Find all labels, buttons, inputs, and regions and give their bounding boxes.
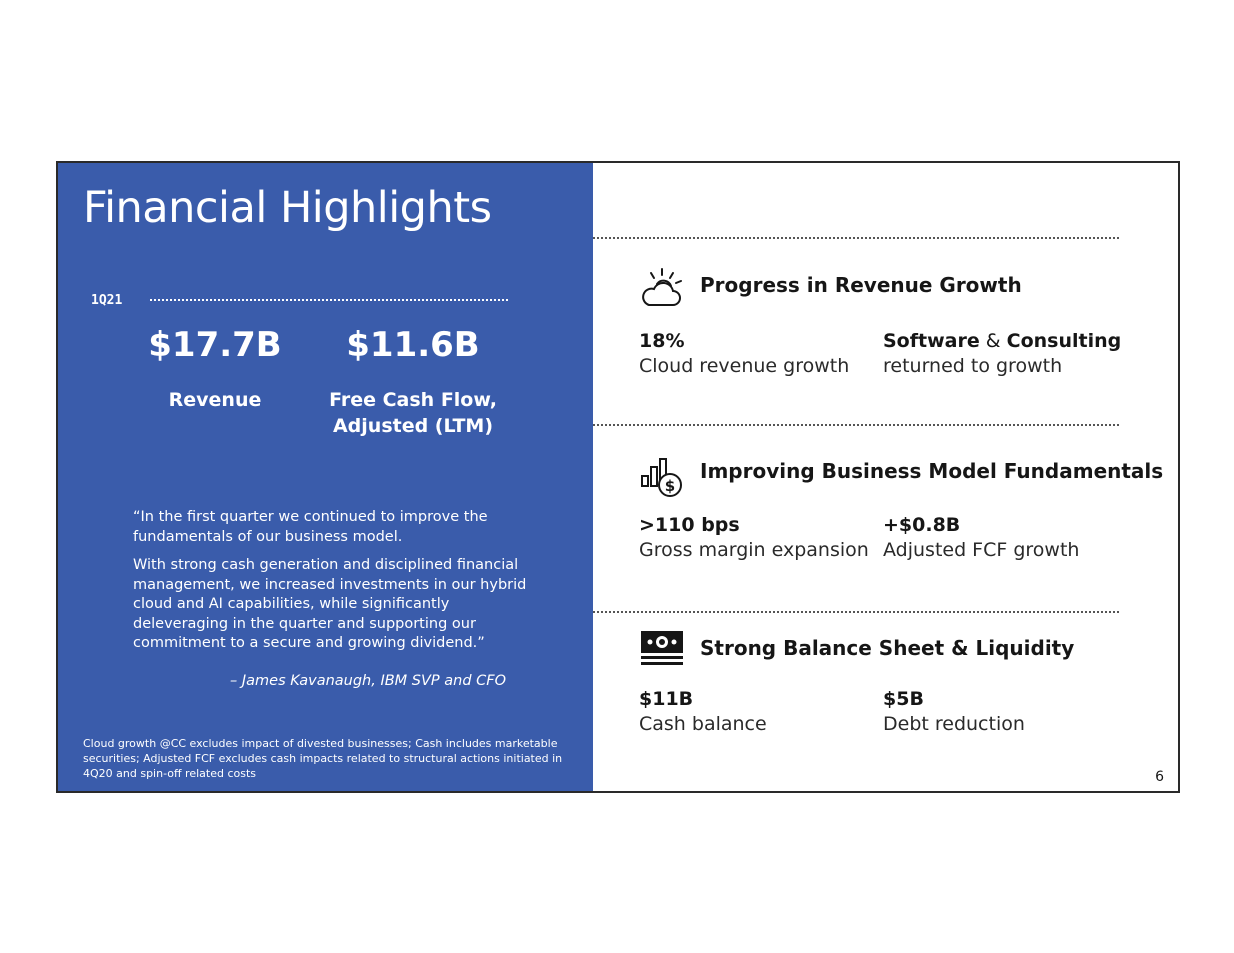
metric-gross-margin [639, 513, 869, 563]
metric-value [883, 329, 1121, 354]
metric-value: >110 bps [639, 514, 740, 536]
metric-desc: Cash balance [639, 713, 767, 735]
revenue-label-text: Revenue [168, 389, 262, 411]
fcf-label-line1: Free Cash Flow, [329, 389, 497, 411]
metric-desc: Cloud revenue growth [639, 355, 850, 377]
highlights-panel [58, 163, 593, 791]
metric-desc: Gross margin expansion [639, 539, 869, 561]
metric-value: +$0.8B [883, 514, 961, 536]
metric-value-software: Software [883, 330, 980, 352]
section-divider [593, 424, 1119, 426]
metric-cloud-growth [639, 329, 849, 379]
metric-desc: Debt reduction [883, 713, 1025, 735]
page-title: Financial Highlights [83, 183, 492, 233]
metric-cash-balance [639, 687, 767, 737]
fcf-value: $11.6B [346, 325, 480, 365]
metric-software-consulting [883, 329, 1121, 379]
cloud-sun-icon [639, 265, 685, 311]
svg-text:$: $ [664, 477, 676, 495]
section-divider [593, 611, 1119, 613]
metric-value: $11B [639, 688, 694, 710]
slide [56, 161, 1180, 793]
period-divider [150, 299, 508, 301]
cfo-quote [133, 508, 528, 663]
section-title-balance-sheet: Strong Balance Sheet & Liquidity [700, 636, 1075, 660]
section-title-business-model: Improving Business Model Fundamentals [700, 459, 1164, 483]
cash-stack-icon [639, 627, 685, 673]
page-number: 6 [1155, 769, 1164, 785]
section-divider [593, 237, 1119, 239]
metric-value-join: & [979, 330, 1007, 352]
metric-value: 18% [639, 330, 685, 352]
fcf-label [313, 387, 513, 439]
period-label: 1Q21 [91, 293, 123, 308]
metric-value-consulting: Consulting [1006, 330, 1122, 352]
metric-value: $5B [883, 688, 924, 710]
metric-desc: returned to growth [883, 355, 1063, 377]
metric-debt-reduction [883, 687, 1025, 737]
quote-paragraph-1: “In the first quarter we continued to improve the fundamentals of our business model. [133, 509, 488, 545]
bar-chart-dollar-icon [639, 453, 685, 499]
metric-desc: Adjusted FCF growth [883, 539, 1080, 561]
revenue-value: $17.7B [148, 325, 282, 365]
quote-paragraph-2: With strong cash generation and disciplined financial management, we increased investments in our hybrid cloud and AI capabilities, while significantly deleveraging in the quarter and supporting our commitment to a secure and growing dividend.” [133, 557, 527, 651]
fcf-label-line2: Adjusted (LTM) [332, 415, 494, 437]
quote-attribution: – James Kavanaugh, IBM SVP and CFO [230, 673, 507, 689]
metric-fcf-growth [883, 513, 1079, 563]
highlights-details [593, 163, 1178, 791]
footnote: Cloud growth @CC excludes impact of divested businesses; Cash includes marketable securities; Adjusted FCF excludes cash impacts related to structural actions initiated in 4Q20 and spin-off related costs [83, 737, 563, 780]
section-title-revenue-growth: Progress in Revenue Growth [700, 273, 1022, 297]
revenue-label [140, 387, 290, 413]
